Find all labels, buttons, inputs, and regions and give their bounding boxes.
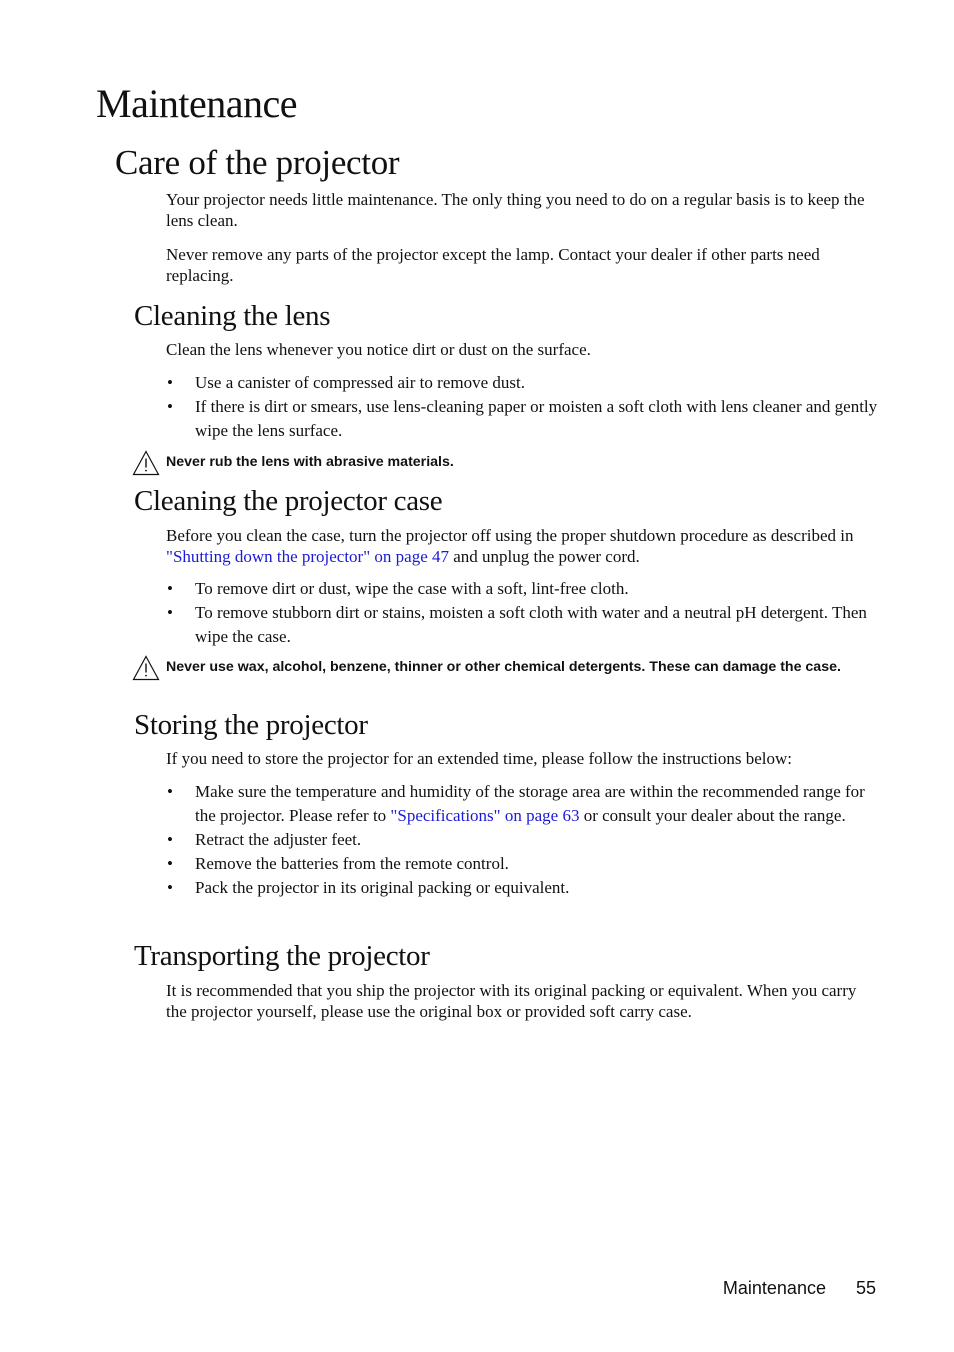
shutting-down-link[interactable]: "Shutting down the projector" on page 47 — [166, 547, 449, 566]
section-title-care: Care of the projector — [115, 143, 400, 182]
care-paragraph-1: Your projector needs little maintenance. The only thing you need to do on a regular basis is to keep the lens clean. — [166, 190, 865, 230]
lens-bullet-list — [166, 371, 878, 443]
list-item — [166, 371, 878, 395]
list-item-text: Pack the projector in its original packing or equivalent. — [195, 878, 570, 897]
warning-text: Never rub the lens with abrasive materials. — [166, 454, 454, 470]
page-number: 55 — [855, 1278, 876, 1298]
list-item — [166, 852, 878, 876]
list-item-text: To remove stubborn dirt or stains, moisten a soft cloth with water and a neutral pH detergent. Then wipe the case. — [195, 603, 867, 646]
list-item-text-start: Make sure the temperature and humidity of the storage area are within the recommended range for the projector. Please refer to — [195, 782, 865, 825]
list-item-text: Remove the batteries from the remote control. — [195, 854, 509, 873]
list-item — [166, 828, 878, 852]
list-item-text: Retract the adjuster feet. — [195, 830, 362, 849]
bullet-icon: • — [167, 854, 173, 873]
list-item — [166, 395, 878, 443]
subsection-title-lens: Cleaning the lens — [134, 300, 331, 332]
lens-intro: Clean the lens whenever you notice dirt or dust on the surface. — [166, 340, 591, 359]
list-item-text-end: or consult your dealer about the range. — [579, 806, 846, 825]
bullet-icon: • — [167, 782, 173, 801]
list-item-text: Use a canister of compressed air to remove dust. — [195, 373, 525, 392]
bullet-icon: • — [167, 830, 173, 849]
warning-triangle-icon — [132, 450, 160, 476]
chapter-title: Maintenance — [96, 81, 298, 126]
list-item — [166, 876, 878, 900]
bullet-icon: • — [167, 397, 173, 416]
list-item-text: To remove dirt or dust, wipe the case with a soft, lint-free cloth. — [195, 579, 629, 598]
subsection-title-transport: Transporting the projector — [134, 940, 430, 972]
lens-warning — [132, 453, 880, 471]
list-item — [166, 780, 878, 828]
case-intro-text: Before you clean the case, turn the projector off using the proper shutdown procedure as described in — [166, 526, 854, 545]
bullet-icon: • — [167, 878, 173, 897]
list-item — [166, 601, 878, 649]
warning-text: Never use wax, alcohol, benzene, thinner or other chemical detergents. These can damage the case. — [166, 659, 841, 675]
bullet-icon: • — [167, 373, 173, 392]
case-intro-text-end: and unplug the power cord. — [449, 547, 640, 566]
list-item-text: If there is dirt or smears, use lens-cleaning paper or moisten a soft cloth with lens cleaner and gently wipe the lens surface. — [195, 397, 878, 440]
page-footer — [723, 1277, 876, 1299]
list-item — [166, 577, 878, 601]
care-paragraph-2: Never remove any parts of the projector except the lamp. Contact your dealer if other parts need replacing. — [166, 245, 820, 285]
specifications-link[interactable]: "Specifications" on page 63 — [390, 806, 580, 825]
subsection-title-storing: Storing the projector — [134, 709, 368, 741]
storing-intro: If you need to store the projector for an extended time, please follow the instructions below: — [166, 749, 792, 768]
storing-bullet-list — [166, 780, 878, 900]
subsection-title-case: Cleaning the projector case — [134, 485, 443, 517]
transport-paragraph: It is recommended that you ship the projector with its original packing or equivalent. When you carry the projector yourself, please use the original box or provided soft carry case. — [166, 981, 857, 1021]
case-warning — [132, 658, 880, 676]
list-item-text — [195, 782, 865, 825]
case-intro — [166, 525, 878, 567]
bullet-icon: • — [167, 603, 173, 622]
warning-triangle-icon — [132, 655, 160, 681]
case-bullet-list — [166, 577, 878, 649]
bullet-icon: • — [167, 579, 173, 598]
footer-chapter-label: Maintenance — [722, 1278, 826, 1298]
